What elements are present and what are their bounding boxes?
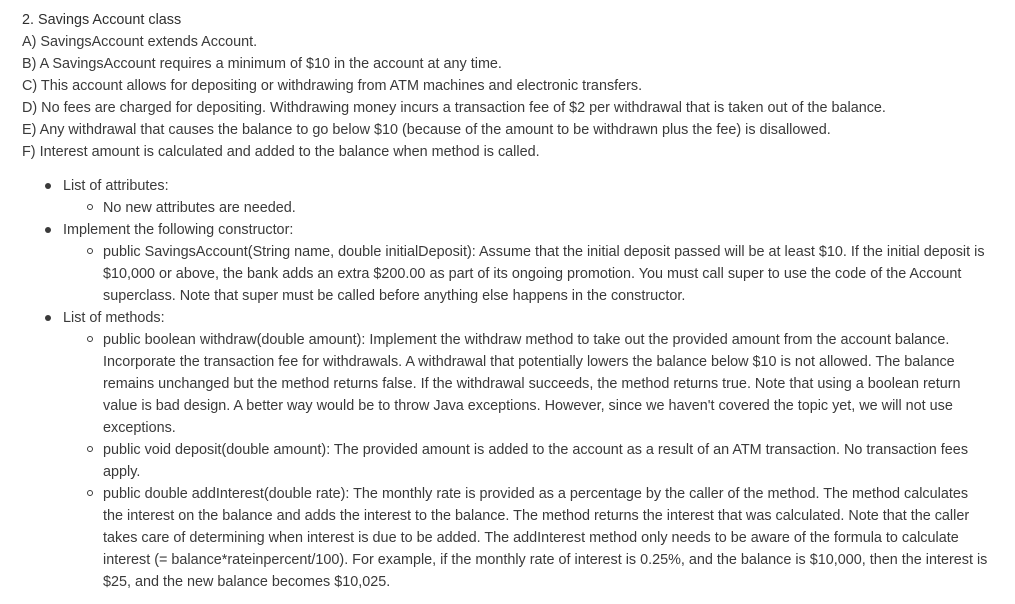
bullet-circle-icon [87, 490, 93, 496]
list-item [63, 329, 1002, 439]
spec-list [22, 175, 1002, 593]
constructor-description: public SavingsAccount(String name, double initialDeposit): Assume that the initial deposit passed will be at least $10. If the initial deposit is $10,000 or above, the bank adds an extra $200.00 as part of its ongoing promotion. You must call super to use the code of the Account superclass. Note that super must be called before anything else happens in the constructor. [103, 244, 985, 304]
constructor-sublist [63, 241, 1002, 307]
list-item [63, 241, 1002, 307]
section-heading: 2. Savings Account class [22, 12, 182, 28]
methods-sublist [63, 329, 1002, 593]
list-item [63, 439, 1002, 483]
requirement-f: F) Interest amount is calculated and added to the balance when method is called. [22, 144, 540, 160]
attributes-sublist [63, 197, 1002, 219]
attributes-label: List of attributes: [63, 178, 169, 194]
bullet-circle-icon [87, 446, 93, 452]
requirement-b: B) A SavingsAccount requires a minimum of $10 in the account at any time. [22, 56, 502, 72]
methods-label: List of methods: [63, 310, 165, 326]
method-withdraw-description: public boolean withdraw(double amount): Implement the withdraw method to take out the provided amount from the account balance. Incorporate the transaction fee for withdrawals. A withdrawal that potentially lowers the balance below $10 is not allowed. The balance remains unchanged but the method returns false. If the withdrawal succeeds, the method returns true. Note that using a boolean return value is bad design. A better way would be to throw Java exceptions. However, since we haven't covered the topic yet, we will not use exceptions. [103, 332, 961, 436]
constructor-label: Implement the following constructor: [63, 222, 294, 238]
requirement-e: E) Any withdrawal that causes the balance to go below $10 (because of the amount to be withdrawn plus the fee) is disallowed. [22, 122, 831, 138]
method-addinterest-description: public double addInterest(double rate): The monthly rate is provided as a percentage by the caller of the method. The method calculates the interest on the balance and adds the interest to the balance. The method returns the interest that was calculated. Note that the caller takes care of determining when interest is due to be added. The addInterest method only needs to be aware of the formula to calculate interest (= balance*rateinpercent/100). For example, if the monthly rate of interest is 0.25%, and the balance is $10,000, then the interest is $25, and the new balance becomes $10,025. [103, 486, 988, 590]
spacer [22, 163, 1002, 175]
bullet-circle-icon [87, 336, 93, 342]
attribute-note: No new attributes are needed. [103, 200, 296, 216]
bullet-disc-icon [45, 227, 51, 233]
list-item [63, 197, 1002, 219]
list-item-attributes [22, 175, 1002, 219]
bullet-circle-icon [87, 204, 93, 210]
requirement-d: D) No fees are charged for depositing. Withdrawing money incurs a transaction fee of $2 per withdrawal that is taken out of the balance. [22, 100, 886, 116]
bullet-disc-icon [45, 315, 51, 321]
requirement-a: A) SavingsAccount extends Account. [22, 34, 258, 50]
requirement-c: C) This account allows for depositing or withdrawing from ATM machines and electronic transfers. [22, 78, 643, 94]
list-item-constructor [22, 219, 1002, 307]
list-item-methods [22, 307, 1002, 593]
method-deposit-description: public void deposit(double amount): The provided amount is added to the account as a result of an ATM transaction. No transaction fees apply. [103, 442, 969, 480]
bullet-disc-icon [45, 183, 51, 189]
bullet-circle-icon [87, 248, 93, 254]
list-item [63, 483, 1002, 593]
